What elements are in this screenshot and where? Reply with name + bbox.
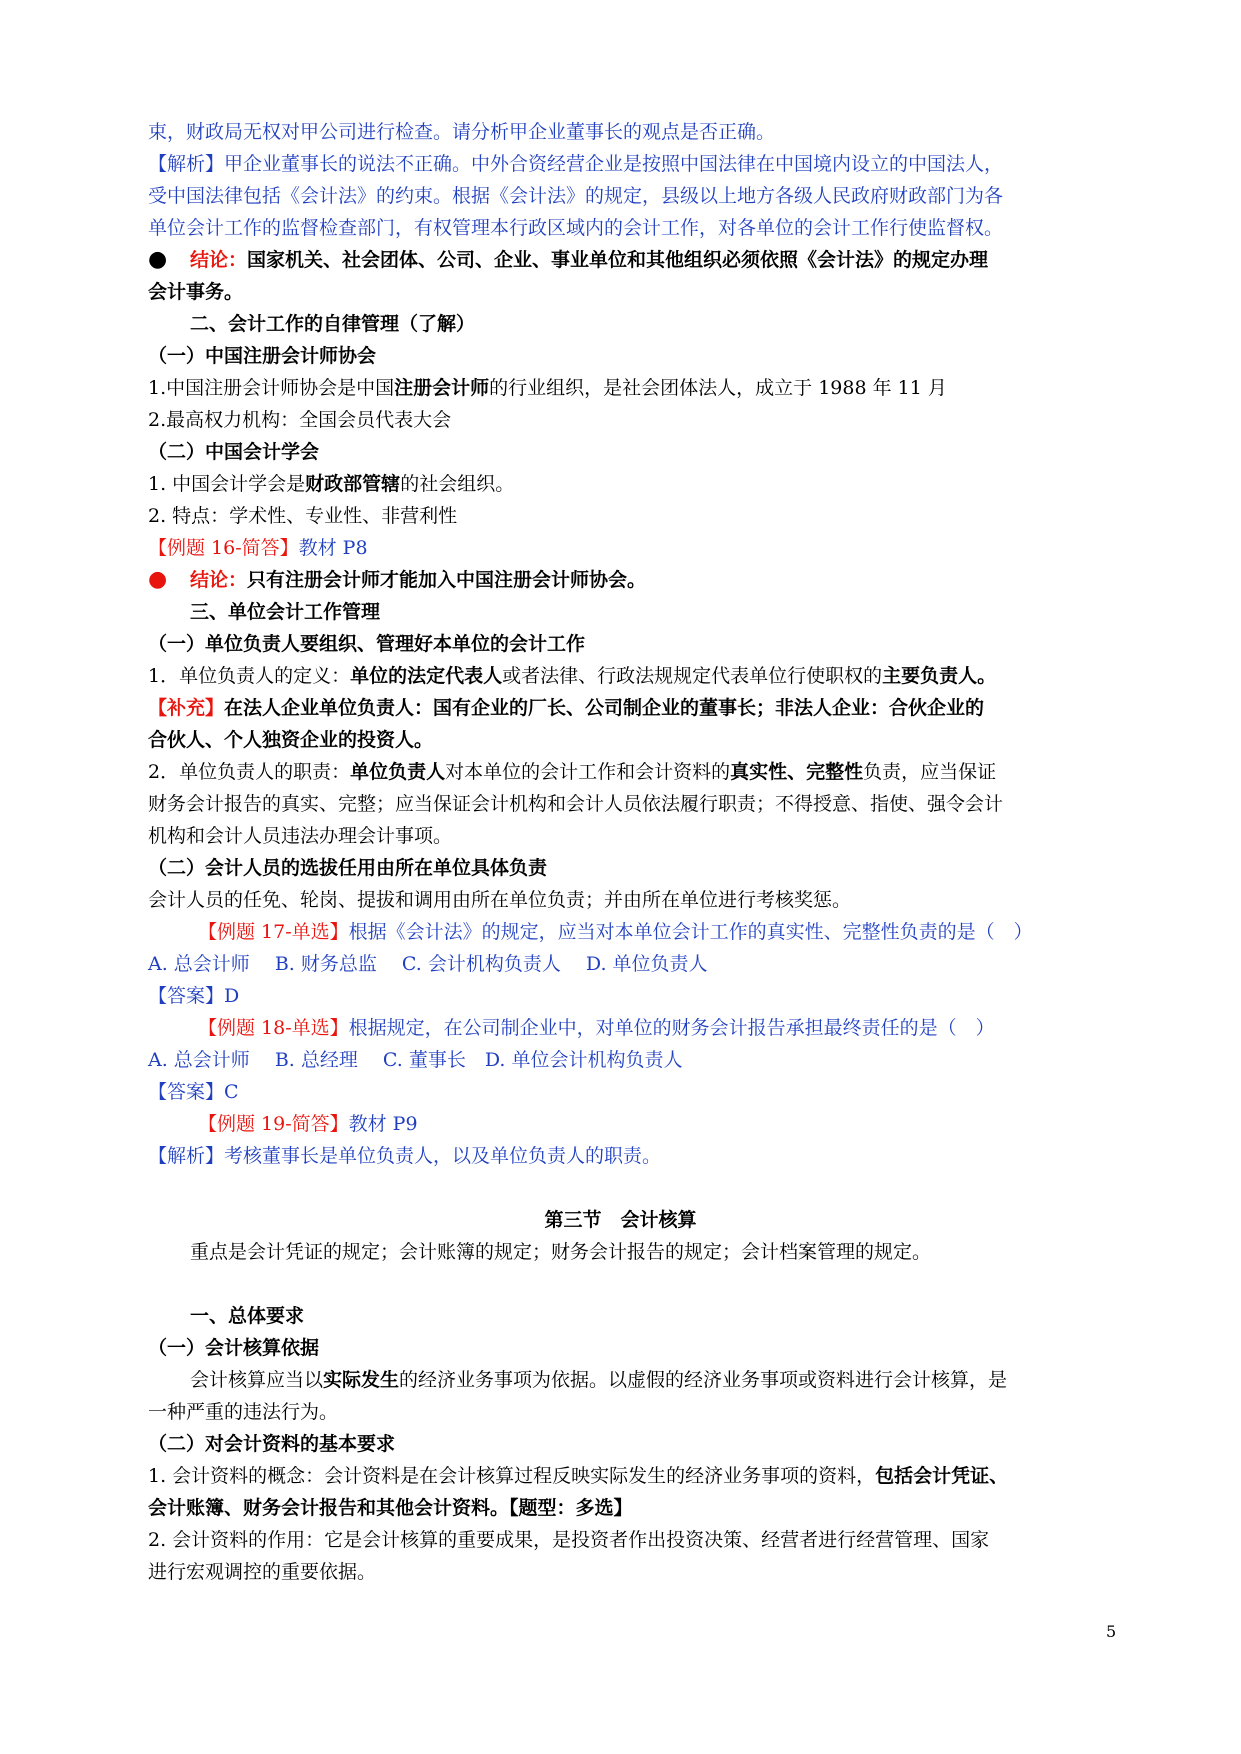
text-line: 2.最高权力机构：全国会员代表大会: [148, 409, 452, 431]
bold-span: 单位的法定代表人: [350, 665, 503, 687]
chapter-title: 第三节 会计核算: [544, 1209, 697, 1231]
bold-span: 单位负责人: [350, 761, 446, 783]
bold-span: 注册会计师: [394, 377, 490, 399]
text-line: 合伙人、个人独资企业的投资人。: [148, 729, 434, 751]
example-line: [198, 1012, 1178, 1044]
analysis-line: 【解析】甲企业董事长的说法不正确。中外合资经营企业是按照中国法律在中国境内设立的中国法人，: [148, 153, 1004, 175]
example-text: 教材 P8: [298, 537, 368, 559]
bullet-icon: ●: [148, 247, 168, 272]
text-line: 受中国法律包括《会计法》的约束。根据《会计法》的规定，县级以上地方各级人民政府财政部门为各: [148, 185, 1004, 207]
text-span: 负责，应当保证: [863, 761, 997, 783]
text-line: [148, 372, 1128, 404]
example-label: 【例题 16-简答】: [148, 537, 299, 559]
answer-line: 【答案】C: [148, 1081, 239, 1103]
conclusion-line: [190, 564, 1170, 596]
text-span: 对本单位的会计工作和会计资料的: [445, 761, 731, 783]
example-label: 【例题 17-单选】: [198, 921, 349, 943]
text-line: 会计事务。: [148, 281, 244, 303]
subsection-heading: （二）对会计资料的基本要求: [148, 1433, 396, 1455]
example-line: [148, 532, 1128, 564]
text-line: 束，财政局无权对甲公司进行检查。请分析甲企业董事长的观点是否正确。: [148, 121, 776, 143]
conclusion-line: [190, 244, 1170, 276]
answer-line: 【答案】D: [148, 985, 240, 1007]
text-line: 单位会计工作的监督检查部门，有权管理本行政区域内的会计工作，对各单位的会计工作行使监督权。: [148, 217, 1004, 239]
section-heading: 一、总体要求: [190, 1305, 305, 1327]
bold-span: 真实性、完整性: [730, 761, 864, 783]
conclusion-label: 结论：: [190, 569, 248, 591]
section-heading: 二、会计工作的自律管理（了解）: [190, 313, 476, 335]
example-text: 教材 P9: [348, 1113, 418, 1135]
conclusion-text: 国家机关、社会团体、公司、企业、事业单位和其他组织必须依照《会计法》的规定办理: [247, 249, 989, 271]
text-line: 财务会计报告的真实、完整；应当保证会计机构和会计人员依法履行职责；不得授意、指使、强令会计: [148, 793, 1004, 815]
text-span: 的行业组织，是社会团体法人，成立于 1988 年 11 月: [489, 377, 947, 399]
text-line: 进行宏观调控的重要依据。: [148, 1561, 377, 1583]
subsection-heading: （一）会计核算依据: [148, 1337, 320, 1359]
subsection-heading: （一）单位负责人要组织、管理好本单位的会计工作: [148, 633, 586, 655]
text-line: [148, 660, 1128, 692]
text-span: 或者法律、行政法规规定代表单位行使职权的: [502, 665, 883, 687]
text-line: 一种严重的违法行为。: [148, 1401, 339, 1423]
bold-span: 主要负责人。: [882, 665, 997, 687]
options-line: A. 总会计师 B. 财务总监 C. 会计机构负责人 D. 单位负责人: [148, 953, 708, 975]
text-line: 2. 会计资料的作用：它是会计核算的重要成果，是投资者作出投资决策、经营者进行经营管理、国家: [148, 1529, 990, 1551]
page-number: 5: [1106, 1622, 1117, 1641]
text-line: [190, 1364, 1170, 1396]
supplement-text: 在法人企业单位负责人：国有企业的厂长、公司制企业的董事长；非法人企业：合伙企业的: [224, 697, 985, 719]
text-span: 1. 会计资料的概念：会计资料是在会计核算过程反映实际发生的经济业务事项的资料，: [148, 1465, 876, 1487]
text-line: 2. 特点：学术性、专业性、非营利性: [148, 505, 458, 527]
example-text: 根据《会计法》的规定，应当对本单位会计工作的真实性、完整性负责的是（ ）: [348, 921, 1033, 943]
analysis-line: 【解析】考核董事长是单位负责人，以及单位负责人的职责。: [148, 1145, 662, 1167]
supplement-label: 【补充】: [148, 697, 225, 719]
section-heading: 三、单位会计工作管理: [190, 601, 381, 623]
example-line: [198, 916, 1178, 948]
text-span: 的社会组织。: [400, 473, 515, 495]
conclusion-text: 只有注册会计师才能加入中国注册会计师协会。: [247, 569, 647, 591]
text-line: [148, 468, 1128, 500]
example-label: 【例题 19-简答】: [198, 1113, 349, 1135]
text-line: [148, 756, 1128, 788]
example-line: [198, 1108, 1178, 1140]
text-span: 1. 中国会计学会是: [148, 473, 306, 495]
example-text: 根据规定，在公司制企业中，对单位的财务会计报告承担最终责任的是（ ）: [348, 1017, 995, 1039]
example-label: 【例题 18-单选】: [198, 1017, 349, 1039]
text-line: 重点是会计凭证的规定；会计账簿的规定；财务会计报告的规定；会计档案管理的规定。: [190, 1241, 932, 1263]
text-span: 1．单位负责人的定义：: [148, 665, 351, 687]
bold-span: 包括会计凭证、: [875, 1465, 1009, 1487]
conclusion-label: 结论：: [190, 249, 248, 271]
supplement-line: [148, 692, 1128, 724]
text-span: 会计核算应当以: [190, 1369, 324, 1391]
text-span: 的经济业务事项为依据。以虚假的经济业务事项或资料进行会计核算，是: [399, 1369, 1008, 1391]
text-line: 机构和会计人员违法办理会计事项。: [148, 825, 453, 847]
bold-span: 财政部管辖: [305, 473, 401, 495]
subsection-heading: （二）中国会计学会: [148, 441, 320, 463]
bullet-icon: ●: [148, 567, 168, 592]
text-span: 1.中国注册会计师协会是中国: [148, 377, 395, 399]
bold-span: 实际发生: [323, 1369, 400, 1391]
subsection-heading: （二）会计人员的选拔任用由所在单位具体负责: [148, 857, 548, 879]
text-line: [148, 1460, 1128, 1492]
text-line: 会计账簿、财务会计报告和其他会计资料。【题型：多选】: [148, 1497, 633, 1519]
options-line: A. 总会计师 B. 总经理 C. 董事长 D. 单位会计机构负责人: [148, 1049, 683, 1071]
text-span: 2．单位负责人的职责：: [148, 761, 351, 783]
subsection-heading: （一）中国注册会计师协会: [148, 345, 377, 367]
text-line: 会计人员的任免、轮岗、提拔和调用由所在单位负责；并由所在单位进行考核奖惩。: [148, 889, 852, 911]
